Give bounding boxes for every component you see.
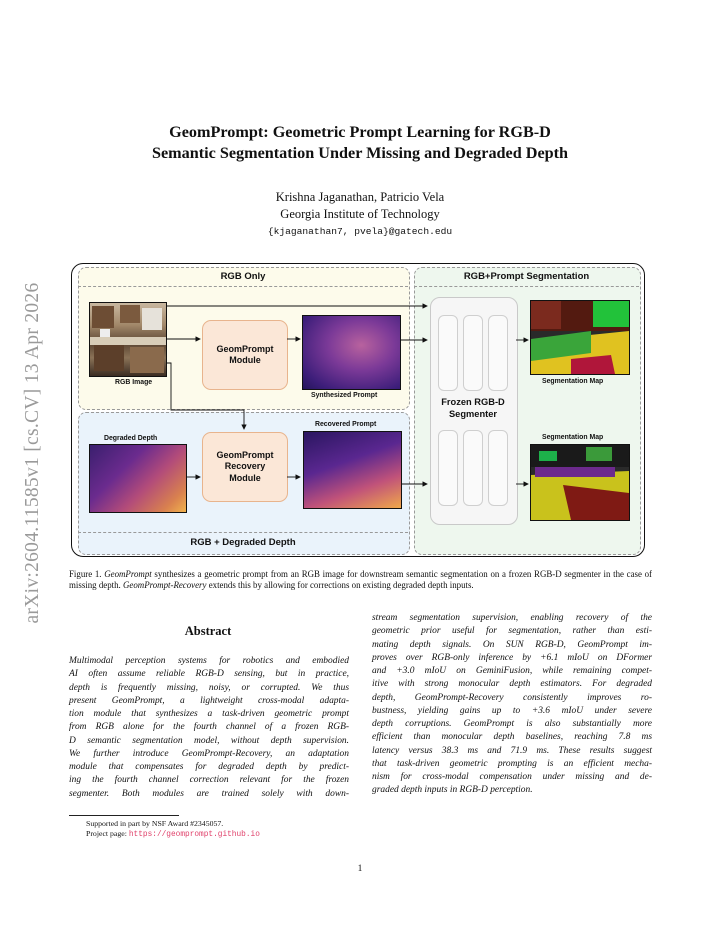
- abstract-line: stream segmentation supervision, enabling recovery of the: [372, 613, 652, 623]
- abstract-line: itive with strong monocular depth estimators. For degraded: [372, 679, 652, 690]
- abstract-line: We further introduce GeomPrompt-Recovery, an adaptation: [69, 748, 349, 759]
- rgb-prompt-segmentation-label: RGB+Prompt Segmentation: [463, 271, 590, 282]
- caption-part-2: extends this by allowing for corrections on existing degraded depth inputs.: [206, 580, 474, 591]
- rgb-image-label: RGB Image: [115, 379, 153, 386]
- recovery-module-line-1: GeomPrompt: [216, 449, 274, 460]
- figure-arrows: [71, 263, 646, 557]
- abstract-left-column: [69, 655, 349, 801]
- abstract-line: tion module that synthesizes a task-driven geometric prompt: [69, 709, 349, 719]
- caption-name-2: GeomPrompt-Recovery: [123, 580, 207, 591]
- arxiv-identifier-stamp: arXiv:2604.11585v1 [cs.CV] 13 Apr 2026: [22, 282, 43, 624]
- title-line-1: GeomPrompt: Geometric Prompt Learning for RGB-D: [169, 123, 551, 141]
- abstract-line: bustness, yielding gains up to +3.6 mIoU under severe: [372, 705, 652, 716]
- abstract-right-column: [372, 612, 652, 798]
- affiliation: Georgia Institute of Technology: [280, 207, 440, 221]
- abstract-line: proves over RGB-only inference by +6.1 mIoU on DFormer: [372, 652, 652, 663]
- abstract-line: D semantic segmentation model, without depth supervision.: [69, 735, 349, 746]
- author-emails: {kjaganathan7, pvela}@gatech.edu: [267, 226, 453, 237]
- abstract-line: module that compensates for degraded depth by predict-: [69, 762, 349, 772]
- footnote-project-page: [86, 829, 260, 840]
- abstract-line: geometric prior useful for segmentation, rather than esti-: [372, 626, 652, 637]
- abstract-line: depth corruptions. GeomPrompt is also substantially more: [372, 719, 652, 729]
- caption-prefix: Figure 1.: [69, 569, 105, 579]
- abstract-line: graded depth inputs in RGB-D perception.: [372, 785, 533, 796]
- geomprompt-module-line-1: GeomPrompt: [216, 343, 274, 354]
- abstract-line: depth, GeomPrompt-Recovery consistently improves ro-: [372, 692, 652, 703]
- segmentation-map-top-label: Segmentation Map: [542, 378, 604, 385]
- title-line-2: Semantic Segmentation Under Missing and Degraded Depth: [151, 144, 569, 162]
- page-number: 1: [357, 864, 363, 874]
- authors: Krishna Jaganathan, Patricio Vela: [275, 190, 445, 204]
- rgb-degraded-depth-label: RGB + Degraded Depth: [190, 537, 296, 548]
- recovered-prompt-label: Recovered Prompt: [315, 421, 377, 428]
- abstract-line: Multimodal perception systems for robotics and embodied: [69, 656, 349, 666]
- abstract-line: AI often assume reliable RGB-D sensing, but in practice,: [69, 669, 349, 680]
- abstract-line: mating depth signals. On SUN RGB-D, GeomPrompt im-: [372, 639, 652, 650]
- degraded-depth-label: Degraded Depth: [104, 435, 158, 442]
- recovery-module-line-3: Module: [229, 472, 261, 483]
- caption-name-1: GeomPrompt: [104, 569, 152, 579]
- project-page-label: Project page:: [86, 829, 129, 838]
- abstract-line: nism for cross-modal compensation under missing and de-: [372, 772, 652, 782]
- figure-1: [71, 263, 646, 557]
- footnote-divider: [69, 815, 179, 816]
- segmentation-map-bottom-label: Segmentation Map: [542, 434, 604, 441]
- abstract-line: latency versus 38.3 ms and 71.9 ms. These results suggest: [372, 745, 652, 756]
- segmenter-line-2: Segmenter: [448, 409, 498, 419]
- abstract-line: efficient than monocular depth baselines, reaching 7.8 ms: [372, 732, 652, 743]
- abstract-line: ing the fourth channel correction relevant for the frozen: [69, 775, 349, 786]
- abstract-line: and +3.0 mIoU on GeminiFusion, while remaining compet-: [372, 666, 652, 676]
- abstract-line: present GeomPrompt, a lightweight cross-modal adapta-: [69, 695, 349, 706]
- geomprompt-module-line-2: Module: [229, 355, 261, 365]
- footnote-funding: Supported in part by NSF Award #2345057.: [86, 819, 224, 828]
- recovery-module-line-2: Recovery: [224, 461, 266, 472]
- segmenter-line-1: Frozen RGB-D: [441, 397, 505, 407]
- abstract-line: segmenter. Both modules are trained solely with down-: [69, 788, 349, 799]
- abstract-heading: Abstract: [184, 624, 232, 638]
- abstract-line: from RGB alone for the fourth channel of a frozen RGB-: [69, 722, 349, 733]
- abstract-line: that task-driven geometric prompting is an efficient mecha-: [372, 758, 652, 769]
- figure-caption: [69, 569, 652, 592]
- synthesized-prompt-label: Synthesized Prompt: [311, 392, 378, 399]
- project-page-link[interactable]: https://geomprompt.github.io: [128, 831, 260, 839]
- caption-part-1: synthesizes a geometric prompt from an RGB image for downstream semantic segmentation on a frozen RGB-D segmenter in the case of missing depth.: [69, 569, 653, 591]
- paper-title: [80, 122, 640, 164]
- abstract-line: depth is frequently missing, noisy, or corrupted. We thus: [69, 682, 349, 693]
- rgb-only-label: RGB Only: [220, 271, 266, 282]
